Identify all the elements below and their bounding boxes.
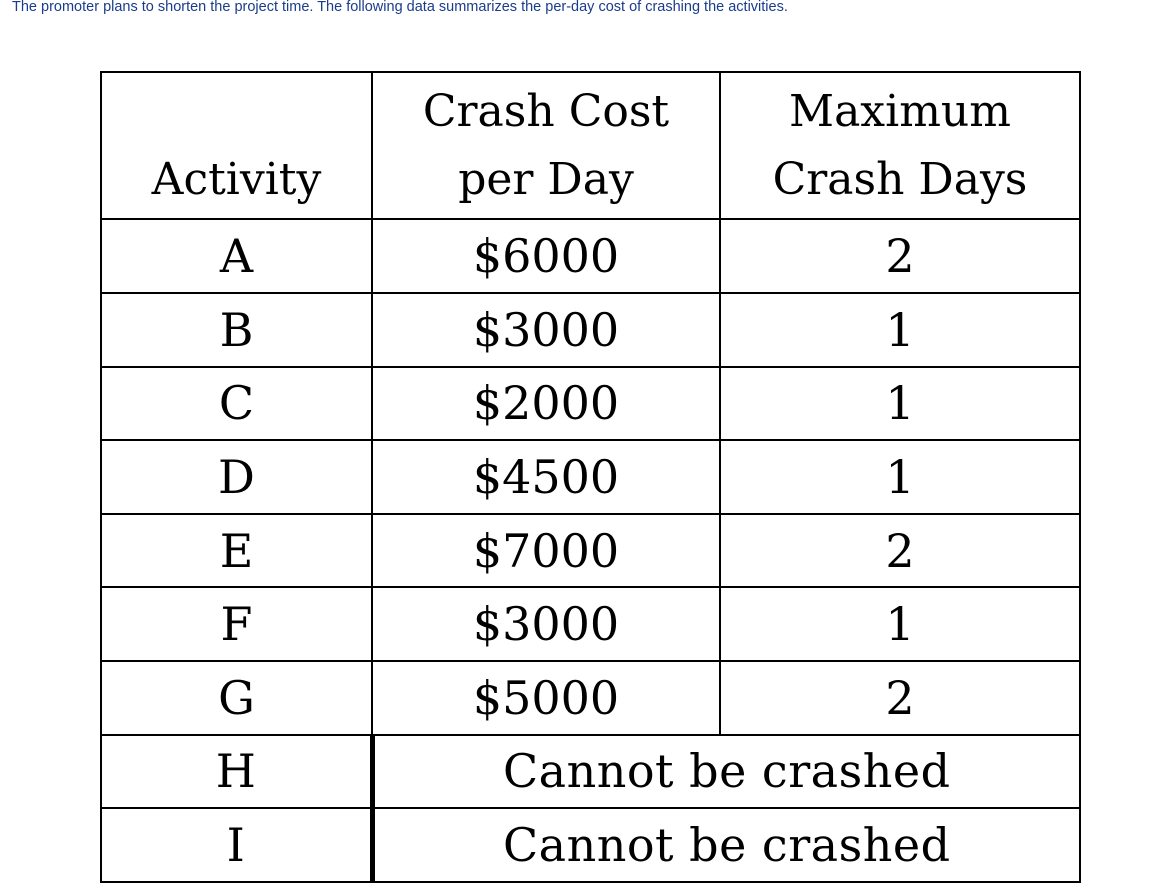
cell-cost: $4500 bbox=[372, 440, 720, 514]
cell-days: 1 bbox=[720, 367, 1080, 441]
header-max-days-line1: Maximum bbox=[789, 85, 1011, 137]
cell-activity: F bbox=[101, 587, 372, 661]
cell-days: 2 bbox=[720, 219, 1080, 293]
cell-days: 2 bbox=[720, 514, 1080, 588]
table-row bbox=[101, 367, 1080, 441]
cell-activity: D bbox=[101, 440, 372, 514]
cell-activity: I bbox=[101, 808, 372, 882]
header-max-crash-days bbox=[720, 72, 1080, 219]
crash-cost-table bbox=[100, 71, 1081, 883]
cell-days: 2 bbox=[720, 661, 1080, 735]
cell-activity: H bbox=[101, 735, 372, 809]
cell-days: 1 bbox=[720, 587, 1080, 661]
cell-activity: C bbox=[101, 367, 372, 441]
cell-cost: $3000 bbox=[372, 587, 720, 661]
cell-cost: $6000 bbox=[372, 219, 720, 293]
cell-activity: B bbox=[101, 293, 372, 367]
header-crash-cost-line2: per Day bbox=[458, 153, 634, 205]
cell-activity: A bbox=[101, 219, 372, 293]
cell-activity: E bbox=[101, 514, 372, 588]
cell-cost: $3000 bbox=[372, 293, 720, 367]
intro-text: The promoter plans to shorten the project time. The following data summarizes the per-day cost of crashing the activities. bbox=[12, 0, 788, 15]
cell-cost: $7000 bbox=[372, 514, 720, 588]
header-max-days-line2: Crash Days bbox=[772, 153, 1028, 205]
table-row bbox=[101, 661, 1080, 735]
cell-days: 1 bbox=[720, 440, 1080, 514]
header-activity bbox=[101, 72, 372, 219]
table-row bbox=[101, 735, 1080, 809]
table-header-row bbox=[101, 72, 1080, 219]
table-row bbox=[101, 440, 1080, 514]
cell-cannot-crash: Cannot be crashed bbox=[372, 808, 1080, 882]
cell-activity: G bbox=[101, 661, 372, 735]
table-row bbox=[101, 219, 1080, 293]
header-crash-cost-line1: Crash Cost bbox=[422, 85, 670, 137]
cell-days: 1 bbox=[720, 293, 1080, 367]
table-row bbox=[101, 293, 1080, 367]
header-crash-cost bbox=[372, 72, 720, 219]
cell-cannot-crash: Cannot be crashed bbox=[372, 735, 1080, 809]
table-row bbox=[101, 808, 1080, 882]
cell-cost: $5000 bbox=[372, 661, 720, 735]
table-row bbox=[101, 514, 1080, 588]
table-row bbox=[101, 587, 1080, 661]
cell-cost: $2000 bbox=[372, 367, 720, 441]
header-activity-label: Activity bbox=[151, 154, 322, 206]
